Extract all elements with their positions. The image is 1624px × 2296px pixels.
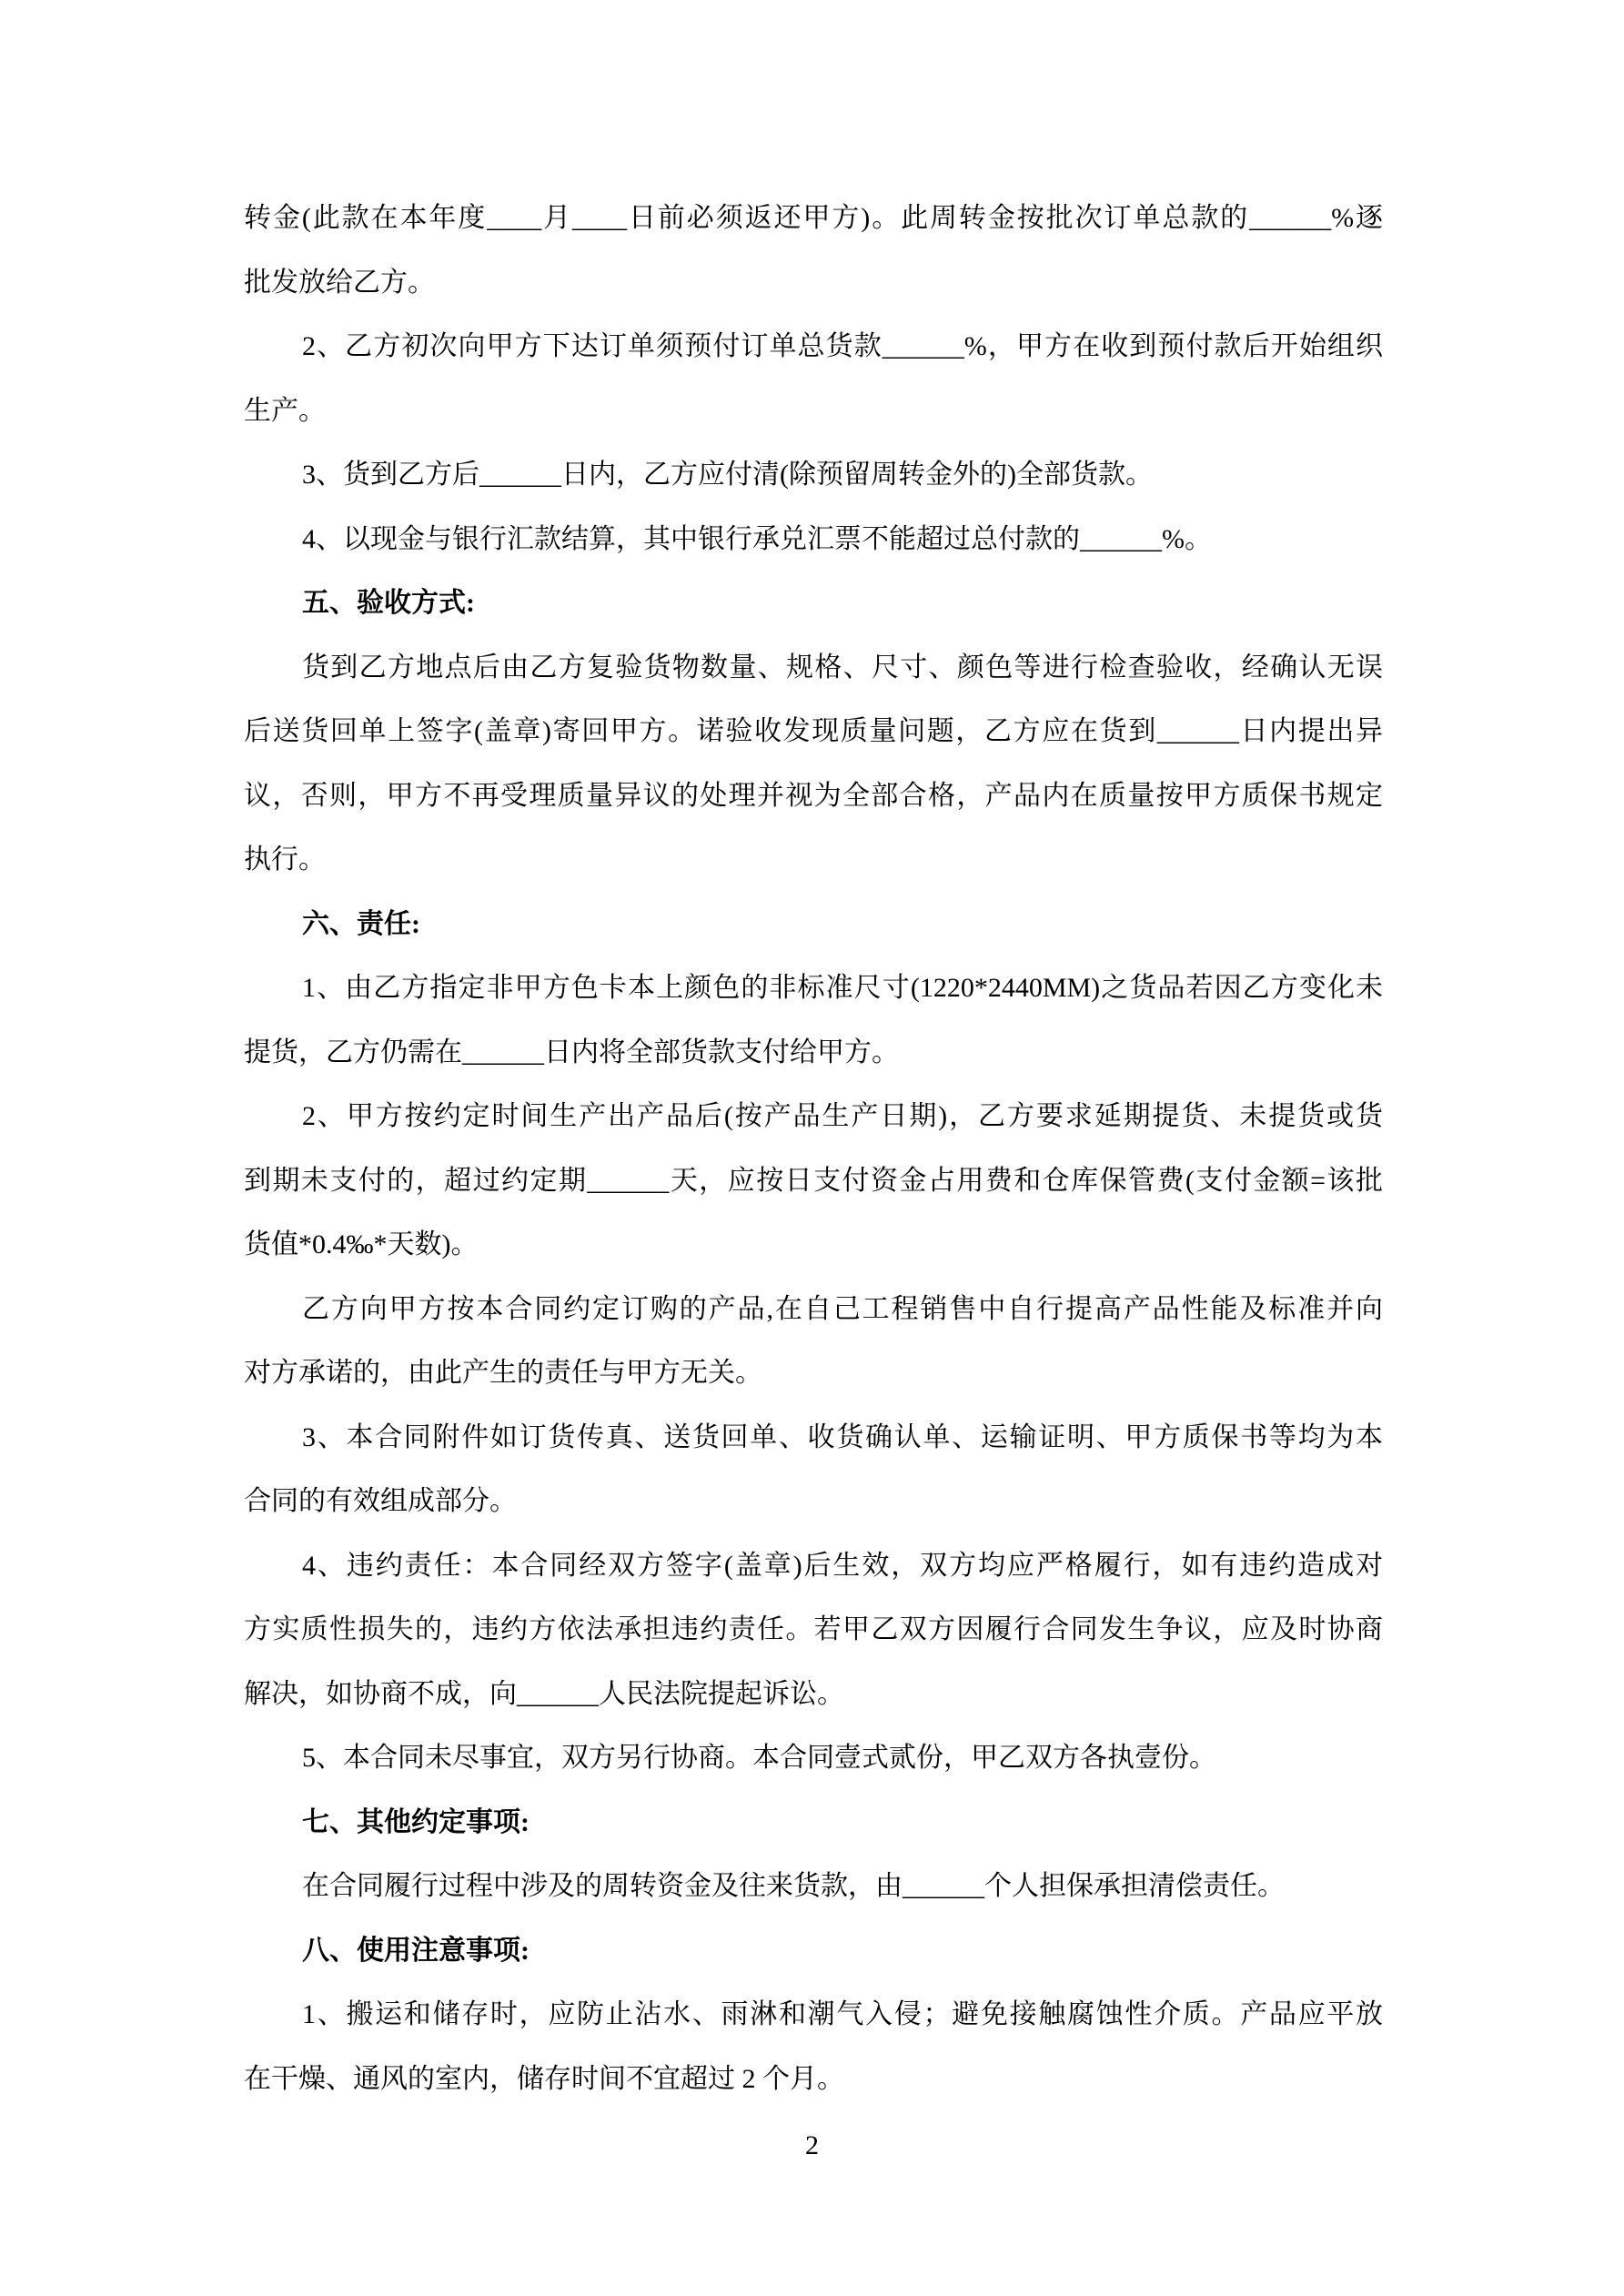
text-line: 4、违约责任：本合同经双方签字(盖章)后生效，双方均应严格履行，如有违约造成对 [302, 1550, 1383, 1581]
text-line: 4、以现金与银行汇款结算，其中银行承兑汇票不能超过总付款的______%。 [302, 523, 1212, 554]
text-line: 批发放给乙方。 [244, 267, 435, 298]
text-line: 1、由乙方指定非甲方色卡本上颜色的非标准尺寸(1220*2440MM)之货品若因乙方变化未 [302, 973, 1383, 1003]
text-line: 转金(此款在本年度____月____日前必须返还甲方)。此周转金按批次订单总款的______%逐 [244, 203, 1383, 233]
text-line: 提货，乙方仍需在______日内将全部货款支付给甲方。 [244, 1037, 899, 1067]
text-line: 货到乙方地点后由乙方复验货物数量、规格、尺寸、颜色等进行检查验收，经确认无误 [302, 652, 1383, 683]
text-line: 5、本合同未尽事宜，双方另行协商。本合同壹式贰份，甲乙双方各执壹份。 [302, 1743, 1216, 1773]
text-line: 2、乙方初次向甲方下达订单须预付订单总货款______%，甲方在收到预付款后开始组织 [302, 331, 1383, 361]
text-line: 货值*0.4‰*天数)。 [244, 1229, 479, 1259]
text-line: 1、搬运和储存时，应防止沾水、雨淋和潮气入侵；避免接触腐蚀性介质。产品应平放 [302, 1999, 1383, 2029]
text-line: 执行。 [244, 845, 326, 875]
text-line: 在干燥、通风的室内，储存时间不宜超过 2 个月。 [244, 2063, 844, 2094]
section-heading: 七、其他约定事项: [302, 1806, 530, 1837]
section-heading: 八、使用注意事项: [302, 1935, 530, 1966]
text-line: 3、货到乙方后______日内，乙方应付清(除预留周转金外的)全部货款。 [302, 460, 1153, 490]
text-line: 对方承诺的，由此产生的责任与甲方无关。 [244, 1358, 762, 1388]
text-line: 2、甲方按约定时间生产出产品后(按产品生产日期)，乙方要求延期提货、未提货或货 [302, 1101, 1383, 1131]
text-line: 生产。 [244, 395, 326, 426]
text-line: 方实质性损失的，违约方依法承担违约责任。若甲乙双方因履行合同发生争议，应及时协商 [244, 1614, 1383, 1644]
document-body [244, 187, 1383, 2111]
text-line: 在合同履行过程中涉及的周转资金及往来货款，由______个人担保承担清偿责任。 [302, 1871, 1285, 1901]
section-heading: 五、验收方式: [302, 588, 475, 618]
page-number: 2 [805, 2130, 819, 2160]
text-line: 乙方向甲方按本合同约定订购的产品,在自己工程销售中自行提高产品性能及标准并向 [302, 1293, 1383, 1324]
text-line: 解决，如协商不成，向______人民法院提起诉讼。 [244, 1678, 844, 1709]
text-line: 后送货回单上签字(盖章)寄回甲方。诺验收发现质量问题，乙方应在货到______日内提出异 [244, 716, 1383, 746]
text-line: 合同的有效组成部分。 [244, 1486, 517, 1516]
text-line: 议，否则，甲方不再受理质量异议的处理并视为全部合格，产品内在质量按甲方质保书规定 [244, 780, 1383, 811]
section-heading: 六、责任: [302, 908, 420, 939]
text-line: 3、本合同附件如订货传真、送货回单、收货确认单、运输证明、甲方质保书等均为本 [302, 1421, 1383, 1452]
text-line: 到期未支付的，超过约定期______天，应按日支付资金占用费和仓库保管费(支付金额=该批 [244, 1165, 1383, 1196]
